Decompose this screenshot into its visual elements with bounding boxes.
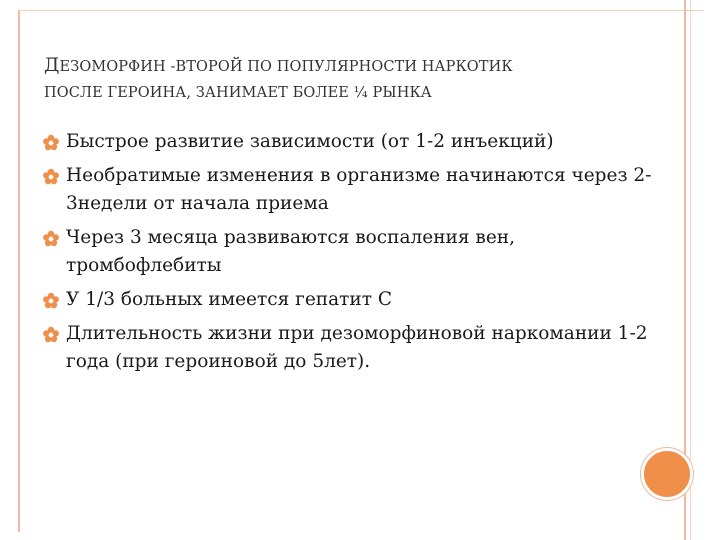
bullet-text: Длительность жизни при дезоморфиновой наркомании 1-2 года (при героиновой до 5лет). — [66, 323, 648, 372]
bullet-item — [42, 320, 662, 376]
frame-right-line-thin — [690, 0, 691, 540]
slide-title — [44, 52, 664, 106]
title-line-2: ПОСЛЕ ГЕРОИНА, ЗАНИМАЕТ БОЛЕЕ ¼ РЫНКА — [44, 85, 432, 101]
flower-bullet-icon — [42, 292, 60, 310]
flower-bullet-icon — [42, 168, 60, 186]
bullet-item — [42, 128, 662, 156]
bullet-text: Быстрое развитие зависимости (от 1-2 инъекций) — [66, 131, 554, 152]
bullet-item — [42, 162, 662, 218]
bullet-list — [42, 128, 662, 382]
flower-bullet-icon — [42, 134, 60, 152]
bullet-item — [42, 286, 662, 314]
bullet-item — [42, 224, 662, 280]
bullet-text: У 1/3 больных имеется гепатит С — [66, 289, 392, 310]
title-first-letter: Д — [44, 54, 60, 76]
flower-bullet-icon — [42, 230, 60, 248]
title-line-1: ЕЗОМОРФИН -ВТОРОЙ ПО ПОПУЛЯРНОСТИ НАРКОТИК — [59, 59, 513, 75]
decorative-orange-circle — [641, 448, 693, 500]
bullet-text: Необратимые изменения в организме начинаются через 2-3недели от начала приема — [66, 165, 652, 214]
bullet-text: Через 3 месяца развиваются воспаления вен, тромбофлебиты — [66, 227, 516, 276]
flower-bullet-icon — [42, 326, 60, 344]
